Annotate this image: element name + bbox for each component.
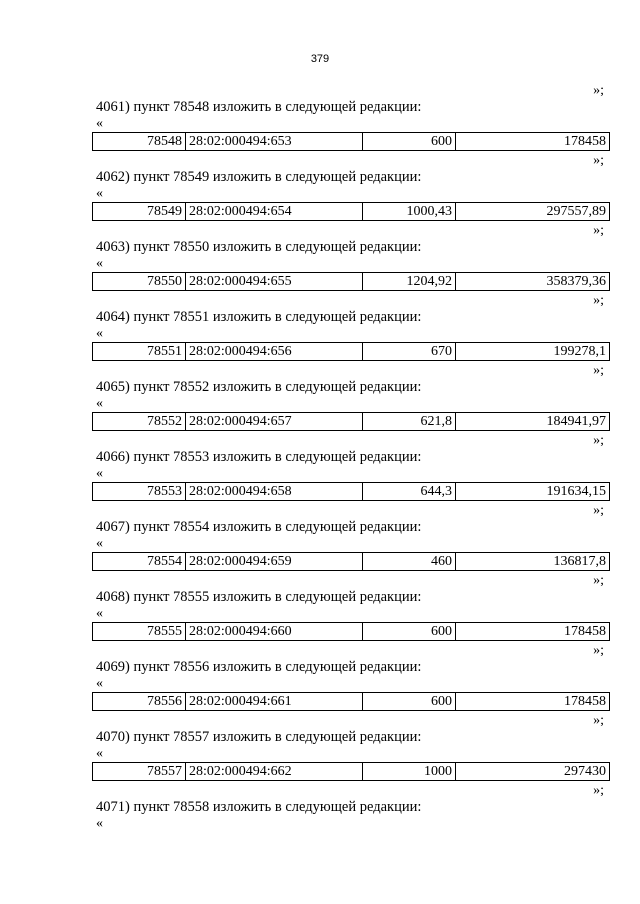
amendment-table	[92, 272, 610, 291]
amendment-entry	[92, 432, 610, 502]
value-cell: 297557,89	[456, 203, 610, 221]
cadastral-number-cell: 28:02:000494:653	[186, 133, 363, 151]
area-cell: 600	[363, 623, 456, 641]
opening-quote-mark: «	[96, 536, 103, 551]
table-row	[93, 553, 610, 571]
amendment-heading: 4069) пункт 78556 изложить в следующей редакции:	[96, 659, 422, 675]
cadastral-number-cell: 28:02:000494:657	[186, 413, 363, 431]
amendment-table	[92, 482, 610, 501]
amendment-entry	[92, 712, 610, 782]
cadastral-number-cell: 28:02:000494:658	[186, 483, 363, 501]
area-cell: 600	[363, 693, 456, 711]
cadastral-number-cell: 28:02:000494:661	[186, 693, 363, 711]
amendment-heading: 4062) пункт 78549 изложить в следующей редакции:	[96, 169, 422, 185]
closing-quote-mark: »;	[593, 643, 604, 658]
amendment-table	[92, 552, 610, 571]
cadastral-number-cell: 28:02:000494:655	[186, 273, 363, 291]
closing-quote-mark: »;	[593, 363, 604, 378]
opening-quote-mark: «	[96, 326, 103, 341]
item-number-cell: 78555	[93, 623, 186, 641]
opening-quote-mark: «	[96, 256, 103, 271]
closing-quote-mark: »;	[593, 573, 604, 588]
table-row	[93, 483, 610, 501]
table-row	[93, 763, 610, 781]
item-number-cell: 78548	[93, 133, 186, 151]
value-cell: 184941,97	[456, 413, 610, 431]
item-number-cell: 78553	[93, 483, 186, 501]
value-cell: 358379,36	[456, 273, 610, 291]
cadastral-number-cell: 28:02:000494:659	[186, 553, 363, 571]
closing-quote-mark: »;	[593, 783, 604, 798]
amendment-table	[92, 202, 610, 221]
table-row	[93, 343, 610, 361]
table-row	[93, 623, 610, 641]
value-cell: 191634,15	[456, 483, 610, 501]
amendment-table	[92, 132, 610, 151]
cadastral-number-cell: 28:02:000494:654	[186, 203, 363, 221]
item-number-cell: 78550	[93, 273, 186, 291]
page-number: 379	[310, 53, 330, 65]
cadastral-number-cell: 28:02:000494:656	[186, 343, 363, 361]
amendment-entry	[92, 152, 610, 222]
item-number-cell: 78554	[93, 553, 186, 571]
opening-quote-mark: «	[96, 606, 103, 621]
amendment-heading: 4066) пункт 78553 изложить в следующей редакции:	[96, 449, 422, 465]
closing-quote-mark: »;	[593, 153, 604, 168]
amendment-table	[92, 692, 610, 711]
area-cell: 1000,43	[363, 203, 456, 221]
amendment-entry	[92, 642, 610, 712]
amendment-entry	[92, 362, 610, 432]
amendment-heading: 4068) пункт 78555 изложить в следующей редакции:	[96, 589, 422, 605]
amendment-list	[92, 82, 610, 852]
opening-quote-mark: «	[96, 466, 103, 481]
item-number-cell: 78556	[93, 693, 186, 711]
amendment-table	[92, 342, 610, 361]
closing-quote-mark: »;	[593, 223, 604, 238]
closing-quote-mark: »;	[593, 433, 604, 448]
table-row	[93, 133, 610, 151]
amendment-heading: 4071) пункт 78558 изложить в следующей редакции:	[96, 799, 422, 815]
area-cell: 1000	[363, 763, 456, 781]
opening-quote-mark: «	[96, 396, 103, 411]
amendment-entry	[92, 292, 610, 362]
amendment-heading: 4070) пункт 78557 изложить в следующей редакции:	[96, 729, 422, 745]
opening-quote-mark: «	[96, 746, 103, 761]
item-number-cell: 78549	[93, 203, 186, 221]
closing-quote-mark: »;	[593, 503, 604, 518]
amendment-entry	[92, 82, 610, 152]
value-cell: 178458	[456, 693, 610, 711]
table-row	[93, 413, 610, 431]
closing-quote-mark: »;	[593, 713, 604, 728]
opening-quote-mark: «	[96, 116, 103, 131]
amendment-entry	[92, 502, 610, 572]
area-cell: 460	[363, 553, 456, 571]
area-cell: 644,3	[363, 483, 456, 501]
item-number-cell: 78557	[93, 763, 186, 781]
area-cell: 621,8	[363, 413, 456, 431]
amendment-heading: 4064) пункт 78551 изложить в следующей редакции:	[96, 309, 422, 325]
closing-quote-mark: »;	[593, 293, 604, 308]
amendment-heading: 4061) пункт 78548 изложить в следующей редакции:	[96, 99, 422, 115]
value-cell: 297430	[456, 763, 610, 781]
amendment-table	[92, 622, 610, 641]
opening-quote-mark: «	[96, 816, 103, 831]
area-cell: 670	[363, 343, 456, 361]
table-row	[93, 693, 610, 711]
amendment-entry	[92, 222, 610, 292]
area-cell: 1204,92	[363, 273, 456, 291]
opening-quote-mark: «	[96, 186, 103, 201]
amendment-table	[92, 412, 610, 431]
value-cell: 178458	[456, 133, 610, 151]
area-cell: 600	[363, 133, 456, 151]
amendment-heading: 4067) пункт 78554 изложить в следующей редакции:	[96, 519, 422, 535]
value-cell: 178458	[456, 623, 610, 641]
item-number-cell: 78552	[93, 413, 186, 431]
cadastral-number-cell: 28:02:000494:662	[186, 763, 363, 781]
value-cell: 136817,8	[456, 553, 610, 571]
cadastral-number-cell: 28:02:000494:660	[186, 623, 363, 641]
amendment-heading: 4063) пункт 78550 изложить в следующей редакции:	[96, 239, 422, 255]
table-row	[93, 203, 610, 221]
amendment-heading: 4065) пункт 78552 изложить в следующей редакции:	[96, 379, 422, 395]
value-cell: 199278,1	[456, 343, 610, 361]
amendment-entry	[92, 782, 610, 852]
item-number-cell: 78551	[93, 343, 186, 361]
amendment-entry	[92, 572, 610, 642]
closing-quote-mark: »;	[593, 83, 604, 98]
amendment-table	[92, 762, 610, 781]
table-row	[93, 273, 610, 291]
opening-quote-mark: «	[96, 676, 103, 691]
